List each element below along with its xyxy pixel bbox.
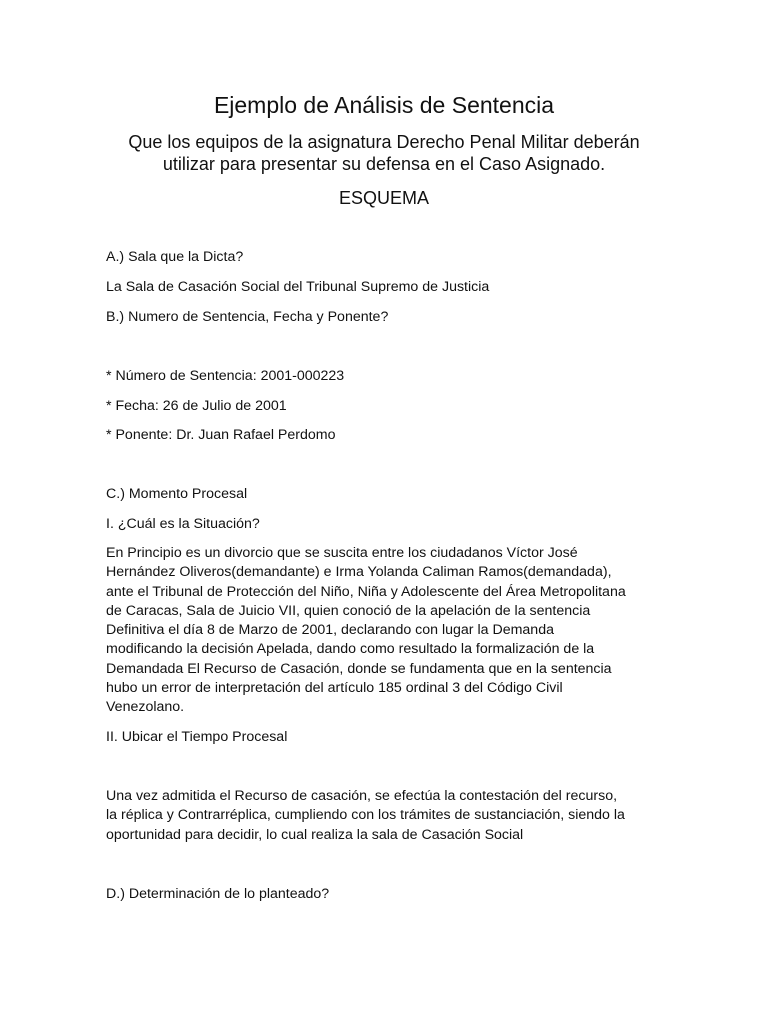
procedural-time-paragraph (106, 787, 625, 845)
paragraph-line: ante el Tribunal de Protección del Niño, Niña y Adolescente del Área Metropolitana (106, 583, 626, 600)
situation-paragraph (106, 544, 626, 718)
section-b-question: B.) Numero de Sentencia, Fecha y Ponente? (106, 309, 389, 325)
paragraph-line: la réplica y Contrarréplica, cumpliendo con los trámites de sustanciación, siendo la (106, 807, 625, 824)
paragraph-line: Hernández Oliveros(demandante) e Irma Yolanda Caliman Ramos(demandada), (106, 564, 612, 581)
paragraph-line: modificando la decisión Apelada, dando como resultado la formalización de la (106, 641, 595, 658)
section-c-sub-i: I. ¿Cuál es la Situación? (106, 516, 260, 532)
esquema-heading: ESQUEMA (338, 188, 430, 208)
sentence-date-item: * Fecha: 26 de Julio de 2001 (106, 398, 287, 414)
paragraph-line: Una vez admitida el Recurso de casación, se efectúa la contestación del recurso, (106, 788, 618, 804)
paragraph-line: Definitiva el día 8 de Marzo de 2001, declarando con lugar la Demanda (106, 622, 554, 639)
section-a-answer: La Sala de Casación Social del Tribunal Supremo de Justicia (106, 279, 490, 295)
section-a-question: A.) Sala que la Dicta? (106, 249, 244, 265)
document-subtitle (0, 131, 768, 175)
section-c-sub-ii: II. Ubicar el Tiempo Procesal (106, 729, 288, 745)
section-d-heading: D.) Determinación de lo planteado? (106, 886, 330, 902)
sentence-ponente-item: * Ponente: Dr. Juan Rafael Perdomo (106, 427, 336, 443)
paragraph-line: Venezolano. (106, 699, 185, 716)
sentence-number-item: * Número de Sentencia: 2001-000223 (106, 368, 345, 384)
paragraph-line: hubo un error de interpretación del artículo 185 ordinal 3 del Código Civil (106, 680, 563, 697)
subtitle-line: utilizar para presentar su defensa en el Caso Asignado. (162, 154, 606, 174)
section-c-heading: C.) Momento Procesal (106, 486, 248, 502)
paragraph-line: En Principio es un divorcio que se suscita entre los ciudadanos Víctor José (106, 545, 578, 561)
subtitle-line: Que los equipos de la asignatura Derecho Penal Militar deberán (128, 132, 640, 152)
paragraph-line: oportunidad para decidir, lo cual realiza la sala de Casación Social (106, 826, 524, 843)
document-title: Ejemplo de Análisis de Sentencia (213, 92, 555, 118)
paragraph-line: de Caracas, Sala de Juicio VII, quien conoció de la apelación de la sentencia (106, 602, 591, 619)
paragraph-line: Demandada El Recurso de Casación, donde se fundamenta que en la sentencia (106, 660, 612, 677)
